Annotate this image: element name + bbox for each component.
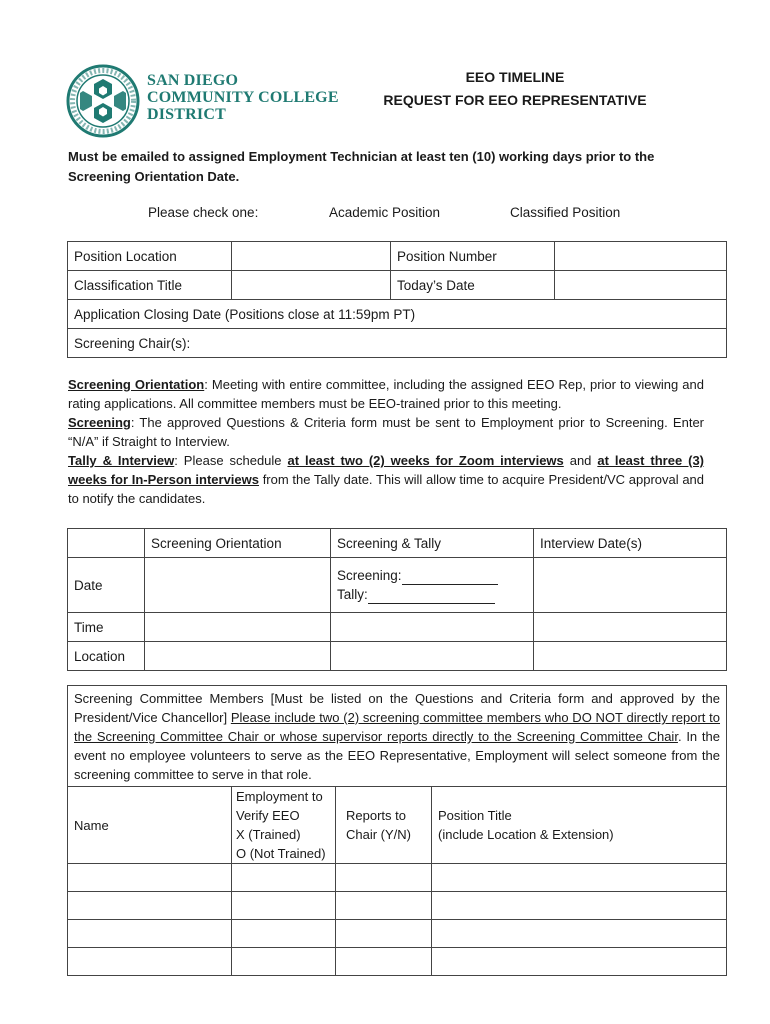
position-number-field[interactable]	[555, 242, 727, 271]
orientation-date-field[interactable]	[145, 558, 331, 613]
timeline-notes	[68, 375, 704, 508]
screening-label: Screening	[68, 415, 131, 430]
tally-date-label: Tally:	[337, 587, 368, 602]
member-eeo-field[interactable]	[232, 864, 336, 892]
member-position-field[interactable]	[432, 920, 727, 948]
table-row	[68, 864, 727, 892]
member-position-field[interactable]	[432, 864, 727, 892]
tally-text-3: from the Tally date. This will allow time to acquire President/VC approval and to notify the candidates.	[68, 472, 705, 506]
interview-date-field[interactable]	[534, 558, 727, 613]
column-header-employment	[232, 787, 336, 864]
tally-note	[68, 451, 704, 508]
table-row	[68, 300, 727, 329]
todays-date-field[interactable]	[555, 271, 727, 300]
closing-date-label: Application Closing Date (Positions close at 11:59pm PT)	[74, 306, 416, 322]
member-reports-field[interactable]	[336, 920, 432, 948]
member-name-field[interactable]	[68, 948, 232, 976]
orientation-text: : Meeting with entire committee, including the assigned EEO Rep, prior to viewing and rating applications. All committee members must be EEO-trained prior to this meeting.	[68, 377, 704, 411]
tally-date-blank[interactable]	[368, 589, 495, 604]
column-header-name: Name	[68, 787, 232, 864]
screening-text: : The approved Questions & Criteria form must be sent to Employment prior to Screening. Enter “N/A” if Straight to Interview.	[68, 415, 704, 449]
table-row	[68, 892, 727, 920]
position-number-label: Position Number	[391, 242, 555, 271]
orientation-time-field[interactable]	[145, 613, 331, 642]
table-row	[68, 271, 727, 300]
position-header-line2: (include Location & Extension)	[438, 827, 614, 842]
district-name-line1: SAN DIEGO	[147, 72, 239, 89]
todays-date-label: Today’s Date	[391, 271, 555, 300]
table-row	[68, 948, 727, 976]
classification-title-field[interactable]	[232, 271, 391, 300]
member-name-field[interactable]	[68, 920, 232, 948]
screening-note	[68, 413, 704, 451]
table-row	[68, 242, 727, 271]
table-row	[68, 558, 727, 613]
classification-title-label: Classification Title	[68, 271, 232, 300]
header-empty-cell	[68, 529, 145, 558]
table-row	[68, 329, 727, 358]
member-reports-field[interactable]	[336, 864, 432, 892]
academic-position-option[interactable]: Academic Position	[329, 205, 441, 220]
table-row	[68, 787, 727, 864]
member-eeo-field[interactable]	[232, 948, 336, 976]
interview-location-field[interactable]	[534, 642, 727, 671]
title-line2: REQUEST FOR EEO REPRESENTATIVE	[383, 92, 647, 108]
orientation-label: Screening Orientation	[68, 377, 205, 392]
table-row	[68, 920, 727, 948]
screening-chairs-label: Screening Chair(s):	[74, 335, 191, 351]
tally-date-line[interactable]	[337, 585, 527, 604]
intro-instructions: Must be emailed to assigned Employment Technician at least ten (10) working days prior to the Screening Orientation Date.	[68, 149, 655, 184]
screening-chairs-field[interactable]	[68, 329, 727, 358]
tally-in-person-emphasis: at least three (3) weeks for In-Person interviews	[68, 453, 705, 487]
committee-intro-text-1: Screening Committee Members [Must be listed on the Questions and Criteria form and approved by the President/Vice Chancellor]	[74, 691, 721, 725]
position-info-table	[67, 241, 727, 358]
member-reports-field[interactable]	[336, 948, 432, 976]
screening-date-blank[interactable]	[402, 570, 498, 585]
employment-header-line4: O (Not Trained)	[236, 846, 326, 861]
position-location-label: Position Location	[68, 242, 232, 271]
interview-time-field[interactable]	[534, 613, 727, 642]
screening-date-line[interactable]	[337, 566, 527, 585]
member-eeo-field[interactable]	[232, 920, 336, 948]
screening-tally-date-field[interactable]	[331, 558, 534, 613]
member-reports-field[interactable]	[336, 892, 432, 920]
row-label-location: Location	[68, 642, 145, 671]
orientation-location-field[interactable]	[145, 642, 331, 671]
committee-intro-text-2: . In the event no employee volunteers to serve as the EEO Representative, Employment will select someone from the screening committee to serve in that role.	[74, 729, 721, 782]
district-name-line2: COMMUNITY COLLEGE	[147, 89, 339, 106]
column-header-orientation: Screening Orientation	[145, 529, 331, 558]
table-row	[68, 686, 727, 787]
column-header-screening-tally: Screening & Tally	[331, 529, 534, 558]
committee-table	[67, 685, 727, 976]
screening-tally-location-field[interactable]	[331, 642, 534, 671]
member-eeo-field[interactable]	[232, 892, 336, 920]
committee-instructions	[68, 686, 727, 787]
row-label-date: Date	[68, 558, 145, 613]
column-header-interview: Interview Date(s)	[534, 529, 727, 558]
member-name-field[interactable]	[68, 892, 232, 920]
district-seal-icon	[66, 64, 140, 138]
tally-text-2: and	[563, 453, 598, 468]
table-row	[68, 529, 727, 558]
title-line1: EEO TIMELINE	[465, 69, 565, 85]
classified-position-option[interactable]: Classified Position	[510, 205, 621, 220]
row-label-time: Time	[68, 613, 145, 642]
table-row	[68, 613, 727, 642]
district-name-line3: DISTRICT	[147, 106, 226, 123]
column-header-position	[432, 787, 727, 864]
tally-zoom-emphasis: at least two (2) weeks for Zoom interviews	[287, 453, 564, 468]
tally-text-1: : Please schedule	[174, 453, 288, 468]
table-row	[68, 642, 727, 671]
member-position-field[interactable]	[432, 948, 727, 976]
orientation-note	[68, 375, 704, 413]
tally-label: Tally & Interview	[68, 453, 175, 468]
member-name-field[interactable]	[68, 864, 232, 892]
screening-tally-time-field[interactable]	[331, 613, 534, 642]
closing-date-field[interactable]	[68, 300, 727, 329]
schedule-table	[67, 528, 727, 671]
page-title	[380, 66, 650, 112]
committee-intro-emphasis: Please include two (2) screening committee members who DO NOT directly report to the Screening Committee Chair or whose supervisor reports directly to the Screening Committee Chair	[74, 710, 721, 744]
reports-header-line1: Reports to	[346, 808, 406, 823]
column-header-reports	[336, 787, 432, 864]
member-position-field[interactable]	[432, 892, 727, 920]
reports-header-line2: Chair (Y/N)	[346, 827, 412, 842]
position-location-field[interactable]	[232, 242, 391, 271]
employment-header-line2: Verify EEO	[236, 808, 300, 823]
position-header-line1: Position Title	[438, 808, 512, 823]
check-prompt: Please check one:	[148, 205, 259, 220]
screening-date-label: Screening:	[337, 568, 402, 583]
employment-header-line1: Employment to	[236, 789, 323, 804]
employment-header-line3: X (Trained)	[236, 827, 301, 842]
district-name	[147, 72, 339, 123]
